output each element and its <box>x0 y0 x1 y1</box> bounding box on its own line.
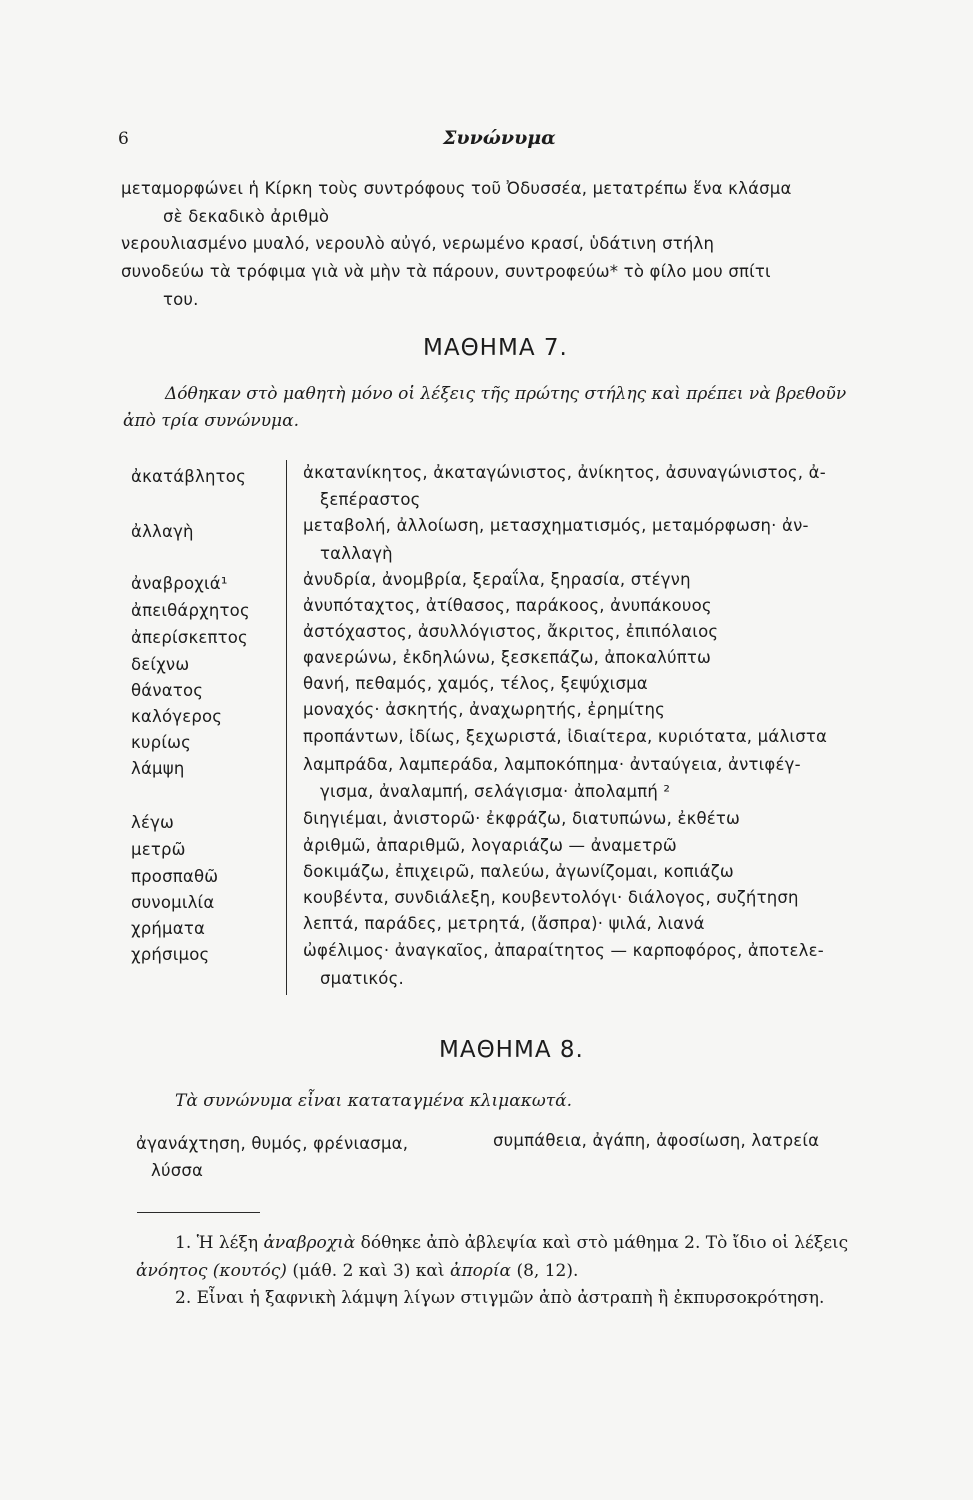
lesson-8-left-line: λύσσα <box>151 1161 204 1180</box>
headword: λέγω <box>131 813 175 832</box>
headword: θάνατος <box>131 681 204 700</box>
footnote-1 <box>175 1233 848 1253</box>
headword: ἀπερίσκεπτος <box>131 628 248 647</box>
synonym-line: μεταβολή, ἀλλοίωση, μετασχηματισμός, μεταμόρφωση· ἀν- <box>303 516 809 535</box>
lesson-8-instruction: Τὰ συνώνυμα εἶναι καταταγμένα κλιμακωτά. <box>175 1091 572 1111</box>
column-divider <box>286 460 287 995</box>
synonym-line: ἀριθμῶ, ἀπαριθμῶ, λογαριάζω — ἀναμετρῶ <box>303 836 677 855</box>
footnote-1-text: (μάθ. 2 καὶ 3) καὶ <box>292 1261 445 1281</box>
running-title: Συνώνυμα <box>443 127 556 149</box>
intro-line: μεταμορφώνει ἡ Κίρκη τοὺς συντρόφους τοῦ Ὀδυσσέα, μετατρέπω ἕνα κλάσμα <box>121 179 792 198</box>
synonym-line: ταλλαγὴ <box>320 544 393 563</box>
page-number: 6 <box>118 129 129 149</box>
footnote-1-cont <box>136 1261 578 1281</box>
synonym-line: προπάντων, ἰδίως, ξεχωριστά, ἰδιαίτερα, κυριότατα, μάλιστα <box>303 727 828 746</box>
headword: καλόγερος <box>131 707 223 726</box>
intro-line: νερουλιασμένο μυαλό, νερουλὸ αὐγό, νερωμένο κρασί, ὑδάτινη στήλη <box>121 234 715 253</box>
synonym-line: κουβέντα, συνδιάλεξη, κουβεντολόγι· διάλογος, συζήτηση <box>303 888 799 907</box>
headword: ἀκατάβλητος <box>131 467 246 486</box>
headword: λάμψη <box>131 759 185 778</box>
lesson-7-instruction: ἀπὸ τρία συνώνυμα. <box>123 411 299 431</box>
footnote-1-word: ἀπορία <box>450 1261 512 1281</box>
footnote-2: 2. Εἶναι ἡ ξαφνικὴ λάμψη λίγων στιγμῶν ἀπὸ ἀστραπὴ ἢ ἐκπυρσοκρότηση. <box>175 1288 825 1308</box>
lesson-8-right-line: συμπάθεια, ἀγάπη, ἀφοσίωση, λατρεία <box>493 1131 820 1150</box>
synonym-line: ἀνυδρία, ἀνομβρία, ξεραΐλα, ξηρασία, στέγνη <box>303 570 691 589</box>
lesson-7-instruction: Δόθηκαν στὸ μαθητὴ μόνο οἱ λέξεις τῆς πρώτης στήλης καὶ πρέπει νὰ βρεθοῦν <box>165 384 847 404</box>
intro-line: του. <box>163 290 199 309</box>
intro-line: σὲ δεκαδικὸ ἀριθμὸ <box>163 207 330 226</box>
headword: χρήματα <box>131 919 206 938</box>
synonym-line: θανή, πεθαμός, χαμός, τέλος, ξεψύχισμα <box>303 674 648 693</box>
footnote-1-word: ἀνόητος (κουτός) <box>136 1261 287 1281</box>
synonym-line: λεπτά, παράδες, μετρητά, (ἄσπρα)· ψιλά, λιανά <box>303 914 705 933</box>
headword: ἀναβροχιά¹ <box>131 574 228 593</box>
synonym-line: λαμπράδα, λαμπεράδα, λαμποκόπημα· ἀνταύγεια, ἀντιφέγ- <box>303 755 801 774</box>
synonym-line: γισμα, ἀναλαμπή, σελάγισμα· ἀπολαμπή ² <box>320 782 671 801</box>
synonym-line: φανερώνω, ἐκδηλώνω, ξεσκεπάζω, ἀποκαλύπτω <box>303 648 712 667</box>
synonym-line: διηγιέμαι, ἀνιστορῶ· ἐκφράζω, διατυπώνω, ἐκθέτω <box>303 809 741 828</box>
headword: κυρίως <box>131 733 192 752</box>
lesson-7-title: ΜΑΘΗΜΑ 7. <box>423 335 568 361</box>
headword: προσπαθῶ <box>131 867 219 886</box>
headword: χρήσιμος <box>131 945 210 964</box>
synonym-line: ἀνυπόταχτος, ἀτίθασος, παράκοος, ἀνυπάκουος <box>303 596 712 615</box>
headword: μετρῶ <box>131 840 186 859</box>
synonym-line: δοκιμάζω, ἐπιχειρῶ, παλεύω, ἀγωνίζομαι, κοπιάζω <box>303 862 734 881</box>
intro-line: συνοδεύω τὰ τρόφιμα γιὰ νὰ μὴν τὰ πάρουν, συντροφεύω* τὸ φίλο μου σπίτι <box>121 262 771 281</box>
synonym-line: ξεπέραστος <box>320 490 421 509</box>
headword: ἀπειθάρχητος <box>131 601 250 620</box>
headword: συνομιλία <box>131 893 215 912</box>
footnote-1-text: (8, 12). <box>516 1261 579 1281</box>
synonym-line: ἀκατανίκητος, ἀκαταγώνιστος, ἀνίκητος, ἀσυναγώνιστος, ἀ- <box>303 463 826 482</box>
headword: δείχνω <box>131 655 190 674</box>
lesson-8-left-line: ἀγανάχτηση, θυμός, φρένιασμα, <box>136 1134 409 1153</box>
headword: ἀλλαγὴ <box>131 522 194 541</box>
synonym-line: ἀστόχαστος, ἀσυλλόγιστος, ἄκριτος, ἐπιπόλαιος <box>303 622 719 641</box>
synonym-line: σματικός. <box>320 969 404 988</box>
synonym-line: μοναχός· ἀσκητής, ἀναχωρητής, ἐρημίτης <box>303 700 665 719</box>
lesson-8-title: ΜΑΘΗΜΑ 8. <box>439 1037 584 1063</box>
footnote-rule <box>137 1212 260 1213</box>
footnote-1-text: δόθηκε ἀπὸ ἀβλεψία καὶ στὸ μάθημα 2. Τὸ ἴδιο οἱ λέξεις <box>360 1233 849 1253</box>
footnote-1-text: 1. Ἡ λέξη <box>175 1233 259 1253</box>
footnote-1-word: ἀναβροχιὰ <box>263 1233 356 1253</box>
synonym-line: ὠφέλιμος· ἀναγκαῖος, ἀπαραίτητος — καρποφόρος, ἀποτελε- <box>303 941 824 960</box>
